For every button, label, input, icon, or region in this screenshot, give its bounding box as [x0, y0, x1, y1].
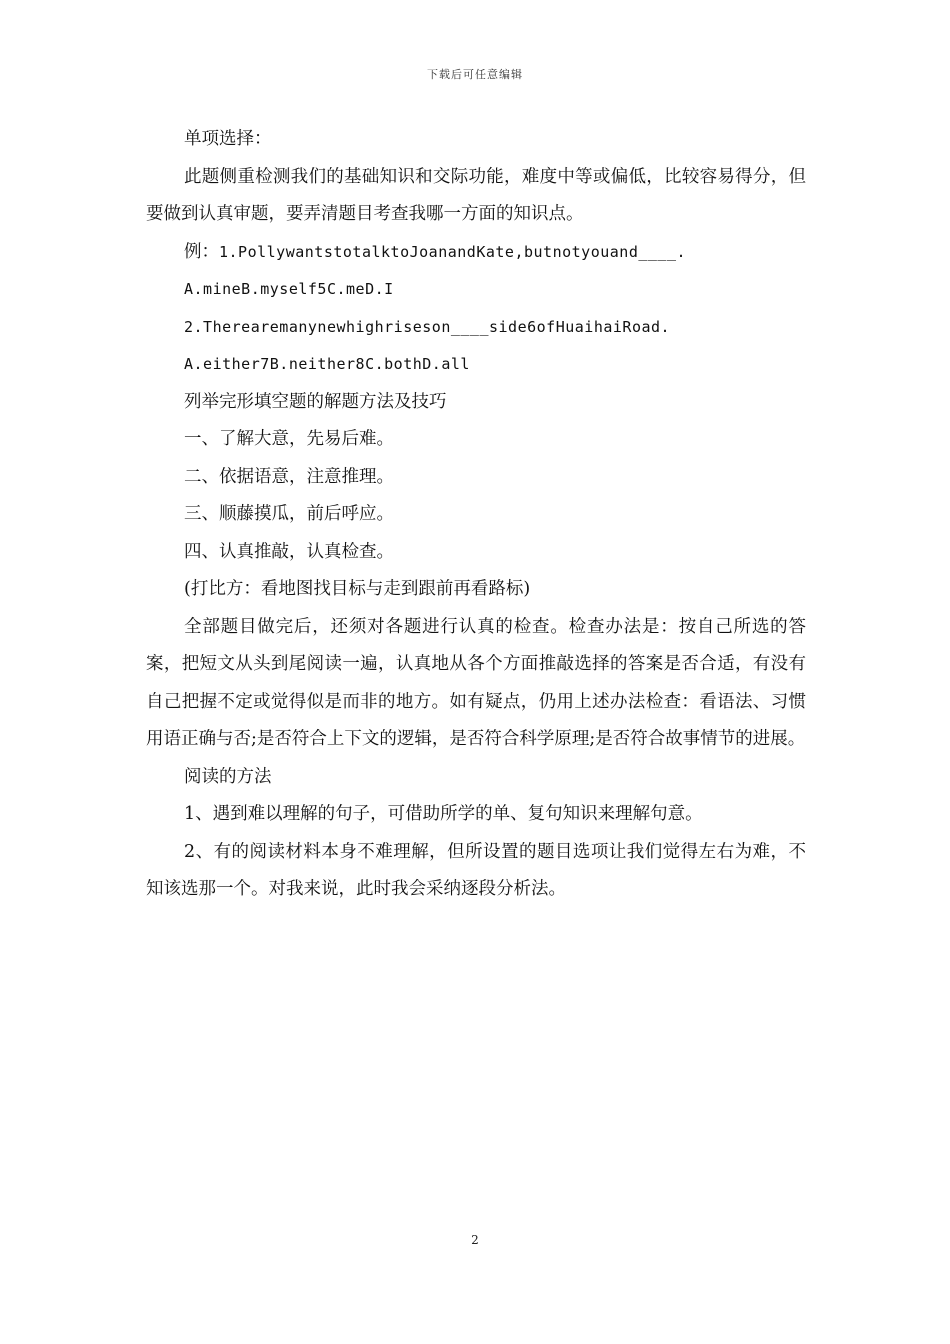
example-options-2: A.either7B.neither8C.bothD.all: [184, 355, 470, 373]
reading-tip-2: 2、有的阅读材料本身不难理解，但所设置的题目选项让我们觉得左右为难，不知该选那一个。对我来说，此时我会采纳逐段分析法。: [146, 841, 806, 899]
reading-tip-1: 1、遇到难以理解的句子，可借助所学的单、复句知识来理解句意。: [184, 804, 703, 824]
page-header: 下载后可任意编辑: [427, 68, 523, 81]
tip-1: 一、了解大意，先易后难。: [184, 429, 394, 449]
example-question-2: 2.Therearemanynewhighriseson____side6ofHuaihaiRoad.: [184, 317, 671, 336]
tip-2: 二、依据语意，注意推理。: [184, 466, 394, 487]
paragraph-intro: 此题侧重检测我们的基础知识和交际功能，难度中等或偏低，比较容易得分，但要做到认真审题，要弄清题目考查我哪一方面的知识点。: [146, 166, 806, 224]
document-body: [146, 121, 806, 909]
tip-analogy: (打比方：看地图找目标与走到跟前再看路标): [184, 579, 531, 599]
example-question-1: [146, 234, 806, 272]
section-heading-cloze: 列举完形填空题的解题方法及技巧: [184, 391, 447, 412]
page-number: 2: [471, 1233, 479, 1247]
paragraph-check: 全部题目做完后，还须对各题进行认真的检查。检查办法是：按自己所选的答案，把短文从头到尾阅读一遍，认真地从各个方面推敲选择的答案是否合适，有没有自己把握不定或觉得似是而非的地方。如有疑点，仍用上述办法检查：看语法、习惯用语正确与否;是否符合上下文的逻辑，是否符合科学原理;是否符合故事情节的进展。: [146, 616, 806, 749]
section-heading-reading: 阅读的方法: [184, 766, 272, 787]
section-heading-single-choice: 单项选择：: [184, 129, 272, 149]
example-options-1: A.mineB.myself5C.meD.I: [184, 280, 394, 298]
example-prefix: 例：: [184, 241, 219, 262]
tip-4: 四、认真推敲，认真检查。: [184, 541, 394, 562]
tip-3: 三、顺藤摸瓜，前后呼应。: [184, 504, 394, 524]
example-question-1-text: 1.PollywantstotalktoJoanandKate,butnotyouand____.: [219, 242, 687, 261]
